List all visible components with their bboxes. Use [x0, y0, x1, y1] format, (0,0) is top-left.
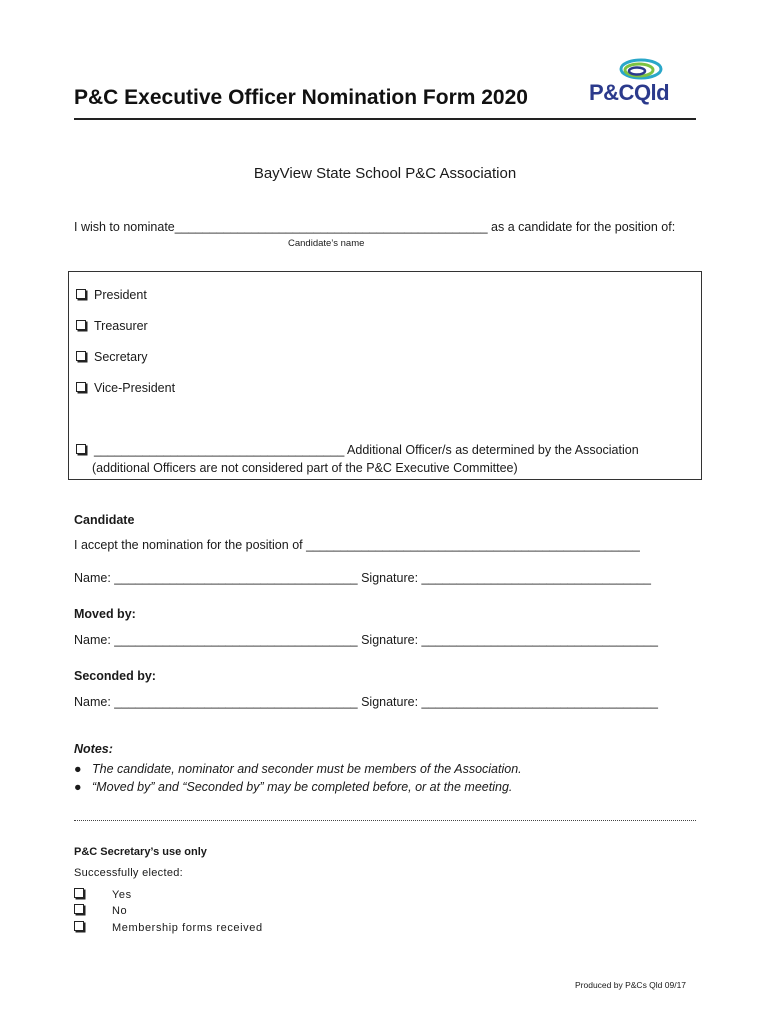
nominate-line: I wish to nominate_____________________________________________ as a candidate for the position of:: [74, 220, 676, 234]
moved-by-heading: Moved by:: [74, 607, 136, 621]
checkbox-icon[interactable]: [74, 904, 84, 914]
footer-credit: Produced by P&Cs Qld 09/17: [575, 980, 687, 990]
secretary-option-label: Membership forms received: [112, 922, 263, 934]
position-label: President: [94, 288, 147, 302]
position-label: Vice-President: [94, 381, 176, 395]
title-rule: [74, 118, 696, 120]
position-label: Secretary: [94, 350, 148, 364]
seconded-by-heading: Seconded by:: [74, 669, 156, 683]
seconded-by-name-signature-line: Name: ___________________________________ Signature: __________________________________: [74, 695, 658, 709]
checkbox-icon[interactable]: [74, 921, 84, 931]
position-option-president[interactable]: [76, 288, 147, 302]
logo-text: P&CQld: [589, 80, 670, 105]
secretary-option-yes[interactable]: [74, 888, 132, 901]
bullet-icon: ●: [74, 762, 82, 776]
note-item: [74, 762, 522, 776]
candidate-name-caption: Candidate’s name: [288, 238, 365, 249]
checkbox-icon[interactable]: [76, 289, 86, 299]
form-title: P&C Executive Officer Nomination Form 2020: [74, 86, 528, 109]
position-option-vice-president[interactable]: [76, 381, 175, 395]
position-option-treasurer[interactable]: [76, 319, 148, 333]
additional-officer-note: (additional Officers are not considered part of the P&C Executive Committee): [92, 461, 518, 475]
checkbox-icon[interactable]: [76, 382, 86, 392]
position-label: Treasurer: [94, 319, 148, 333]
pcqld-logo: [585, 54, 697, 110]
candidate-heading: Candidate: [74, 513, 135, 527]
checkbox-icon[interactable]: [76, 320, 86, 330]
candidate-accept-line: I accept the nomination for the position of ________________________________________________: [74, 538, 640, 552]
notes-heading: Notes:: [74, 742, 113, 756]
secretary-option-membership-forms[interactable]: [74, 921, 263, 934]
position-option-secretary[interactable]: [76, 350, 148, 364]
secretary-heading: P&C Secretary’s use only: [74, 846, 207, 858]
secretary-option-label: Yes: [112, 889, 132, 901]
note-text: The candidate, nominator and seconder must be members of the Association.: [92, 762, 522, 776]
additional-officer-label: ____________________________________ Additional Officer/s as determined by the Association: [94, 443, 639, 457]
section-divider: [74, 820, 696, 821]
moved-by-name-signature-line: Name: ___________________________________ Signature: __________________________________: [74, 633, 658, 647]
bullet-icon: ●: [74, 780, 82, 794]
checkbox-icon[interactable]: [76, 444, 86, 454]
checkbox-icon[interactable]: [74, 888, 84, 898]
note-text: “Moved by” and “Seconded by” may be completed before, or at the meeting.: [92, 780, 513, 794]
secretary-option-label: No: [112, 905, 128, 917]
candidate-name-signature-line: Name: ___________________________________ Signature: _________________________________: [74, 571, 651, 585]
note-item: [74, 780, 512, 794]
school-name: BayView State School P&C Association: [253, 165, 517, 182]
checkbox-icon[interactable]: [76, 351, 86, 361]
successfully-elected-label: Successfully elected:: [74, 867, 184, 879]
secretary-option-no[interactable]: [74, 904, 127, 917]
position-option-additional[interactable]: [76, 443, 639, 457]
